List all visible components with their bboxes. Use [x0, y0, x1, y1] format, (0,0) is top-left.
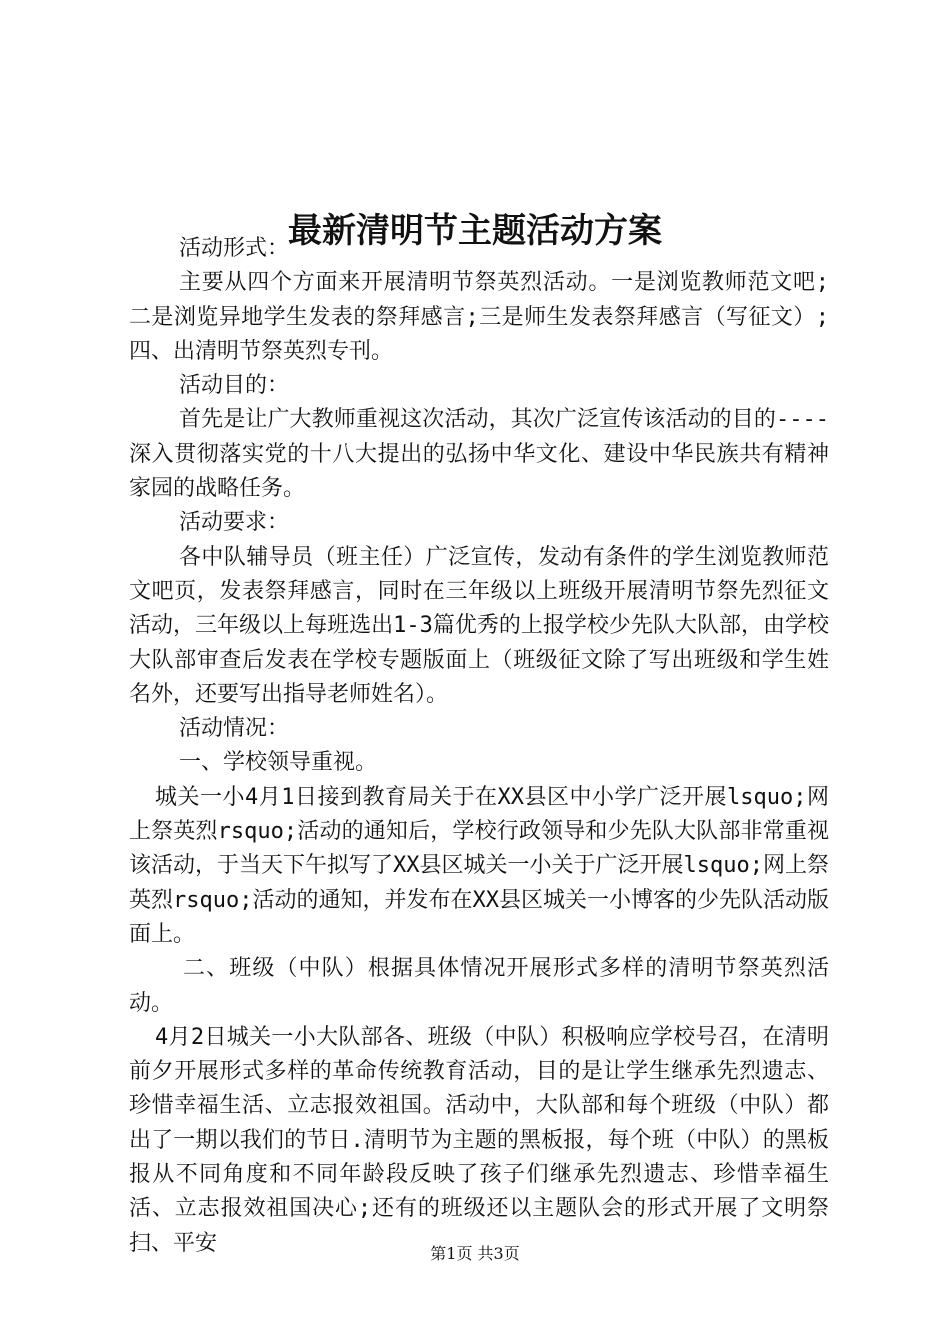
section-heading-form: 活动形式： [179, 236, 290, 261]
section-heading-situation: 活动情况： [179, 716, 290, 742]
subheading-leadership: 一、学校领导重视。 [179, 750, 378, 776]
document-body [129, 232, 829, 1261]
document-title: 最新清明节主题活动方案 [288, 210, 662, 251]
paragraph-leadership: 城关一小4月1日接到教育局关于在XX县区中小学广泛开展lsquo;网上祭英烈rsquo;活动的通知后，学校行政领导和少先队大队部非常重视该活动，于当天下午拟写了XX县区城关一小关于广泛开展lsquo;网上祭英烈rsquo;活动的通知，并发布在XX县区城关一小博客的少先队活动版面上。 [129, 784, 829, 947]
section-heading-purpose: 活动目的： [179, 373, 290, 399]
subheading-class-activities: 二、班级（中队）根据具体情况开展形式多样的清明节祭英烈活动。 [129, 956, 829, 1016]
paragraph-class-activities: 4月2日城关一小大队部各、班级（中队）积极响应学校号召，在清明前夕开展形式多样的革命传统教育活动，目的是让学生继承先烈遗志、珍惜幸福生活、立志报效祖国。活动中，大队部和每个班级（中队）都出了一期以我们的节日.清明节为主题的黑板报，每个班（中队）的黑板报从不同角度和不同年龄段反映了孩子们继承先烈遗志、珍惜幸福生活、立志报效祖国决心;还有的班级还以主题队会的形式开展了文明祭扫、平安 [129, 1024, 829, 1256]
paragraph-form: 主要从四个方面来开展清明节祭英烈活动。一是浏览教师范文吧;二是浏览异地学生发表的祭拜感言;三是师生发表祭拜感言（写征文）;四、出清明节祭英烈专刊。 [129, 270, 829, 364]
page-number-footer: 第1页 共3页 [430, 1244, 520, 1263]
paragraph-requirements: 各中队辅导员（班主任）广泛宣传，发动有条件的学生浏览教师范文吧页，发表祭拜感言，同时在三年级以上班级开展清明节祭先烈征文活动，三年级以上每班选出1-3篇优秀的上报学校少先队大队部，由学校大队部审查后发表在学校专题版面上（班级征文除了写出班级和学生姓名外，还要写出指导老师姓名）。 [129, 544, 829, 707]
paragraph-purpose: 首先是让广大教师重视这次活动，其次广泛宣传该活动的目的----深入贯彻落实党的十八大提出的弘扬中华文化、建设中华民族共有精神家园的战略任务。 [129, 407, 829, 502]
section-heading-requirements: 活动要求： [179, 510, 290, 536]
